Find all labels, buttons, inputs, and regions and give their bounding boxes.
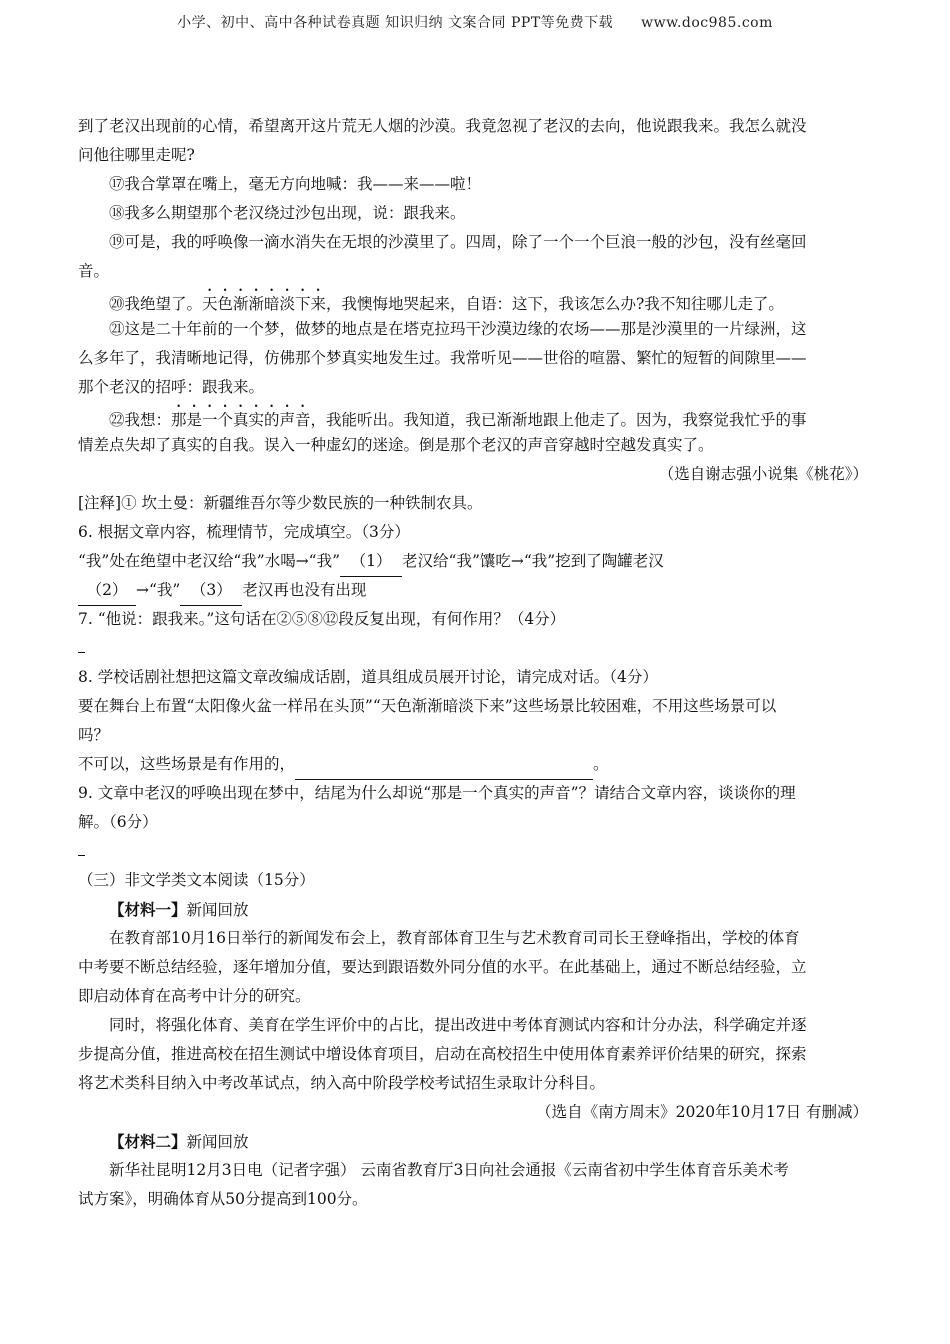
material-1-line: 将艺术类科目纳入中考改革试点，纳入高中阶段学校考试招生录取计分科目。 xyxy=(78,1074,606,1092)
material-2-title: 新闻回放 xyxy=(186,1133,249,1151)
q6-text-a: “我”处在绝望中老汉给“我”水喝→“我” xyxy=(78,552,341,570)
story-line: 到了老汉出现前的心情，希望离开这片荒无人烟的沙漠。我竟忽视了老汉的去向，他说跟我来。我怎么就没 xyxy=(78,117,807,135)
question-8-answer xyxy=(78,750,872,779)
question-7: 7. “他说：跟我来。”这句话在②⑤⑧⑫段反复出现，有何作用？（4分） xyxy=(78,610,566,628)
paragraph-22 xyxy=(78,402,872,431)
q8-answer-prefix: 不可以，这些场景是有作用的， xyxy=(78,755,296,773)
material-2-heading xyxy=(78,1127,872,1156)
question-6-fill-1 xyxy=(78,547,872,576)
story-line: 问他往哪里走呢? xyxy=(78,146,195,164)
material-1-label: 【材料一】 xyxy=(109,900,187,919)
header-site[interactable]: www.doc985.com xyxy=(641,15,773,31)
material-1-line: 步提高分值，推进高校在招生测试中增设体育项目，启动在高校招生中使用体育素养评价结果的研究，探索 xyxy=(78,1045,807,1063)
question-8-line: 吗？ xyxy=(78,726,110,744)
material-2-label: 【材料二】 xyxy=(109,1132,187,1151)
material-2-line: 新华社昆明12月3日电（记者字强） 云南省教育厅3日向社会通报《云南省初中学生体育音乐美术考 xyxy=(109,1161,789,1179)
emphasis-dotted-text: 天色渐渐暗淡下来 xyxy=(202,295,327,313)
material-1-line: 中考要不断总结经验，逐年增加分值，要达到跟语数外同分值的水平。在此基础上，通过不断总结经验，立 xyxy=(78,958,807,976)
paragraph-20 xyxy=(78,286,872,315)
material-1-line: 即启动体育在高考中计分的研究。 xyxy=(78,987,311,1005)
question-9-line: 解。（6分） xyxy=(78,813,158,831)
material-1-heading xyxy=(78,895,872,924)
annotation-note: [注释]① 坎土曼：新疆维吾尔等少数民族的一种铁制农具。 xyxy=(78,494,483,512)
p20-start: ⑳我绝望了。 xyxy=(109,295,203,313)
answer-blank-3[interactable]: （3） xyxy=(180,576,242,606)
question-6-fill-2 xyxy=(78,576,872,605)
material-1-line: 同时，将强化体育、美育在学生评价中的占比，提出改进中考体育测试内容和计分办法，科学确定并逐 xyxy=(109,1016,807,1034)
emphasis-dotted-text: 那是一个真实的声音 xyxy=(171,411,311,429)
answer-blank-2[interactable]: （2） xyxy=(78,576,136,606)
material-1-title: 新闻回放 xyxy=(186,901,249,919)
answer-dash xyxy=(78,843,85,856)
document-body xyxy=(78,112,872,1214)
p22-start: ㉒我想： xyxy=(109,411,172,429)
paragraph-17: ⑰我合掌罩在嘴上，毫无方向地喊：我——来——啦！ xyxy=(109,175,482,193)
story-line: 么多年了，我清晰地记得，仿佛那个梦真实地发生过。我常听见——世俗的喧嚣、繁忙的短暂的间隙里—— xyxy=(78,349,807,367)
question-9: 9. 文章中老汉的呼唤出现在梦中，结尾为什么却说“那是一个真实的声音”？请结合文章内容，谈谈你的理 xyxy=(78,784,796,802)
story-line: 音。 xyxy=(78,262,110,280)
paragraph-21: ㉑这是二十年前的一个梦，做梦的地点是在塔克拉玛干沙漠边缘的农场——那是沙漠里的一片绿洲，这 xyxy=(109,320,807,338)
story-line: 那个老汉的招呼：跟我来。 xyxy=(78,378,265,396)
page-header xyxy=(0,12,950,32)
question-8-line: 要在舞台上布置“太阳像火盆一样吊在头顶”“天色渐渐暗淡下来”这些场景比较困难，不用这些场景可以 xyxy=(78,697,777,715)
story-source: （选自谢志强小说集《桃花》） xyxy=(658,465,868,483)
material-1-source: （选自《南方周末》2020年10月17日 有删减） xyxy=(536,1103,868,1121)
q6-text-b: 老汉给“我”馕吃→“我”挖到了陶罐老汉 xyxy=(402,552,664,570)
answer-blank-1[interactable]: （1） xyxy=(340,547,402,577)
answer-line[interactable] xyxy=(78,837,872,866)
p22-end: ，我能听出。我知道，我已渐渐地跟上他走了。因为，我察觉我忙乎的事 xyxy=(310,411,807,429)
p20-end: ，我懊悔地哭起来，自语：这下，我该怎么办?我不知往哪儿走了。 xyxy=(326,295,784,313)
material-2-line: 试方案》，明确体育从50分提高到100分。 xyxy=(78,1190,368,1208)
q6-text-d: 老汉再也没有出现 xyxy=(242,581,367,599)
paragraph-18: ⑱我多么期望那个老汉绕过沙包出现，说：跟我来。 xyxy=(109,204,466,222)
answer-line[interactable] xyxy=(78,634,872,663)
q6-text-c: →“我” xyxy=(136,581,181,599)
section-3-title: （三）非文学类文本阅读（15分） xyxy=(78,871,315,889)
q8-answer-suffix: 。 xyxy=(593,755,609,773)
answer-blank-4[interactable] xyxy=(295,750,593,780)
question-6: 6. 根据文章内容，梳理情节，完成填空。（3分） xyxy=(78,523,410,541)
question-8: 8. 学校话剧社想把这篇文章改编成话剧，道具组成员展开讨论，请完成对话。（4分） xyxy=(78,668,658,686)
material-1-line: 在教育部10月16日举行的新闻发布会上，教育部体育卫生与艺术教育司司长王登峰指出，学校的体育 xyxy=(109,929,800,947)
answer-dash xyxy=(78,640,85,653)
header-text: 小学、初中、高中各种试卷真题 知识归纳 文案合同 PPT等免费下载 xyxy=(177,15,614,31)
paragraph-19: ⑲可是，我的呼唤像一滴水消失在无垠的沙漠里了。四周，除了一个一个巨浪一般的沙包，没有丝毫回 xyxy=(109,233,807,251)
story-line: 情差点失却了真实的自我。误入一种虚幻的迷途。倒是那个老汉的声音穿越时空越发真实了。 xyxy=(78,436,714,454)
